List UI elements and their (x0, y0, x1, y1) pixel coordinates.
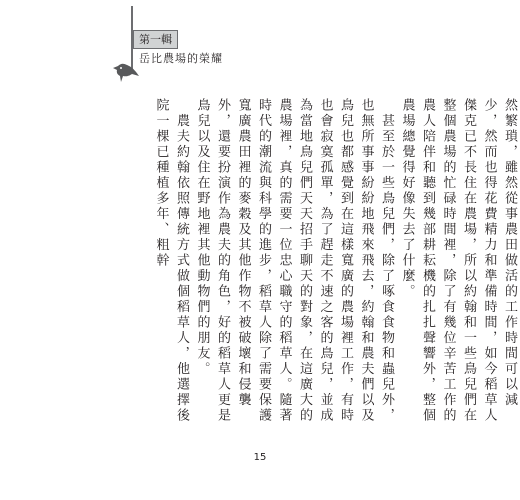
crow-icon (110, 58, 142, 84)
story-text (150, 98, 517, 428)
paragraph: 甚至於一些鳥兒們，除了啄食食物和蟲兒外，也無所事事紛紛地飛來飛去，約翰和農夫們以及鳥兒也都感覺到在這樣寬廣的農場裡工作，有時也會寂寞孤單，為了趕走不速之客的鳥兒，並成為當地鳥兒們天天招手聊天的對象，在這廣大的農場裡，真的需要一位忠心職守的稻草人。隨著時代的潮流與科學的進步，稻草人除了需要保護寬廣農田裡的麥穀及其他作物不被破壞和侵襲外，還要扮演作為農夫的角色，好的稻草人更是鳥兒以及住在野地裡其他動物們的朋友。 (194, 98, 394, 424)
chapter-header (104, 6, 304, 96)
paragraph: 農夫約翰依照傳統方式做個稻草人，他選擇後院一棵已種植多年、粗幹 (153, 98, 189, 424)
vertical-text-column (150, 98, 519, 428)
chapter-subtitle: 岳比農場的榮耀 (139, 52, 223, 65)
chapter-label: 第一輯 (133, 30, 178, 49)
paragraph: 然繁瑣，雖然從事農田做活的工作時間可以減少，然而也得花費精力和準備時間，如今稻草人傑克已不長住在農場，所以約翰和一些鳥兒們在整個農場的忙碌時間裡，除了有幾位辛苦工作的農人陪伴和聽到幾部耕耘機的扎扎聲響外，整個農場總覺得好像失去了什麼。 (399, 98, 517, 424)
page-number: 15 (253, 452, 267, 463)
